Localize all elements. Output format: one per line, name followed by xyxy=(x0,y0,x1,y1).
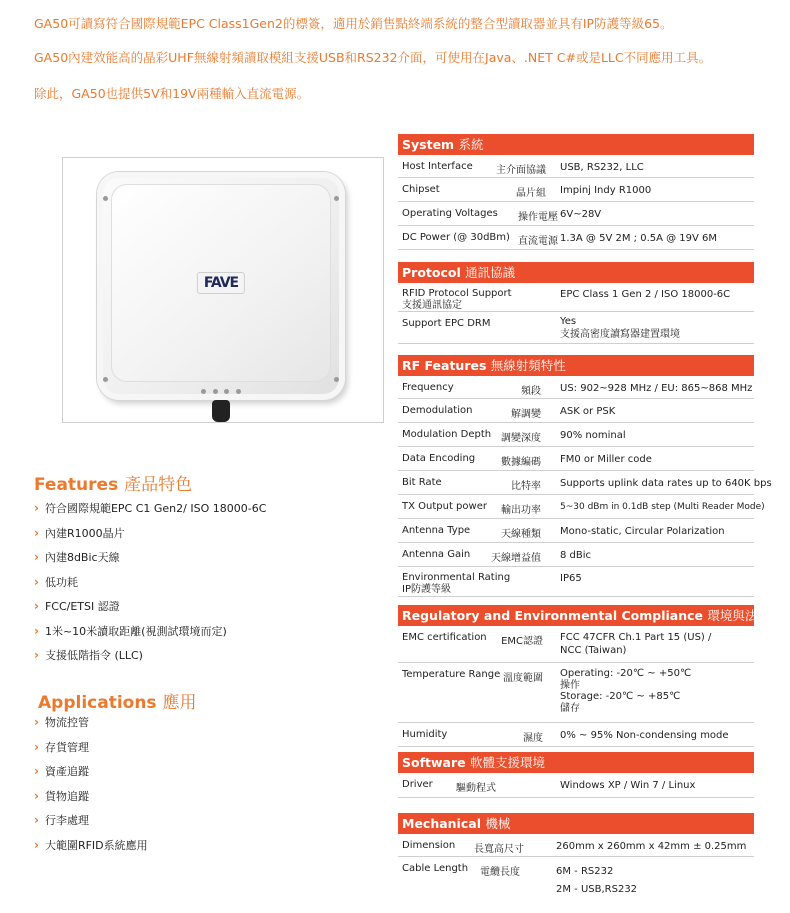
spec-row: Antenna Type 天線種類 Mono-static, Circular Polarization xyxy=(398,519,754,543)
spec-row: DC Power (@ 30dBm) 直流電源 1.3A @ 5V 2M ; 0.5A @ 19V 6M xyxy=(398,226,754,250)
section-header-protocol: Protocol 通訊協議 xyxy=(398,262,754,283)
chevron-right-icon: › xyxy=(34,739,39,754)
application-item: › 行李處理 xyxy=(34,813,89,827)
spec-row: Data Encoding 數據編碼 FM0 or Miller code xyxy=(398,447,754,471)
spec-row: Demodulation 解調變 ASK or PSK xyxy=(398,399,754,423)
section-header-mechanical: Mechanical 機械 xyxy=(398,813,754,834)
chevron-right-icon: › xyxy=(34,715,39,729)
feature-item: › 內建8dBic天線 xyxy=(34,550,120,564)
feature-item: › 支援低階指令 (LLC) xyxy=(34,648,143,662)
features-list xyxy=(34,500,266,672)
chevron-right-icon: › xyxy=(34,525,39,540)
intro-line-3: 除此，GA50也提供5V和19V兩種輸入直流電源。 xyxy=(34,86,310,101)
rfid-reader-image xyxy=(97,172,345,400)
intro-line-2: GA50內建效能高的晶彩UHF無線射頻讀取模組支援USB和RS232介面，可使用在Java、.NET C#或是LLC不同應用工具。 xyxy=(34,50,712,65)
cable-connector-icon xyxy=(212,400,230,422)
spec-section-protocol xyxy=(398,262,754,344)
chevron-right-icon: › xyxy=(34,788,39,803)
application-item: › 資產追蹤 xyxy=(34,764,89,778)
feature-item: › 內建R1000晶片 xyxy=(34,525,125,540)
spec-section-mechanical xyxy=(398,813,754,897)
section-header-software: Software 軟體支援環境 xyxy=(398,752,754,773)
spec-row: Host Interface 主介面協議 USB, RS232, LLC xyxy=(398,155,754,178)
spec-row: Temperature Range 溫度範圍 Operating: -20℃ ~ +50℃ 操作 Storage: -20℃ ~ +85℃ 儲存 xyxy=(398,663,754,723)
spec-row: Frequency 頻段 US: 902~928 MHz / EU: 865~868 MHz xyxy=(398,376,754,399)
application-item: › 存貨管理 xyxy=(34,739,89,754)
chevron-right-icon: › xyxy=(34,574,39,589)
spec-section-system xyxy=(398,134,754,250)
feature-item: › 低功耗 xyxy=(34,574,78,589)
spec-row: Support EPC DRM Yes 支援高密度讀寫器建置環境 xyxy=(398,312,754,344)
spec-row: Chipset 晶片組 Impinj Indy R1000 xyxy=(398,178,754,202)
feature-item: › 符合國際規範EPC C1 Gen2/ ISO 18000-6C xyxy=(34,501,267,515)
spec-row: Operating Voltages 操作電壓 6V~28V xyxy=(398,202,754,226)
chevron-right-icon: › xyxy=(34,764,39,778)
spec-row: Environmental Rating IP防護等級 IP65 xyxy=(398,567,754,597)
chevron-right-icon: › xyxy=(34,550,39,564)
spec-section-software xyxy=(398,752,754,798)
feature-item: › FCC/ETSI 認證 xyxy=(34,599,120,613)
spec-section-regulatory xyxy=(398,605,770,747)
intro-line-1: GA50可讀寫符合國際規範EPC Class1Gen2的標簽，適用於銷售點終端系統的整合型讀取器並具有IP防護等級65。 xyxy=(34,16,673,31)
applications-title: Applications 應用 xyxy=(38,693,197,713)
spec-row: Modulation Depth 調變深度 90% nominal xyxy=(398,423,754,447)
spec-row: Driver 驅動程式 Windows XP / Win 7 / Linux xyxy=(398,773,754,798)
chevron-right-icon: › xyxy=(34,501,39,515)
features-title: Features 產品特色 xyxy=(34,475,193,495)
chevron-right-icon: › xyxy=(34,837,39,852)
applications-list xyxy=(34,714,148,861)
spec-row: RFID Protocol Support 支援通訊協定 EPC Class 1 Gen 2 / ISO 18000-6C xyxy=(398,283,754,312)
chevron-right-icon: › xyxy=(34,623,39,638)
section-header-system: System 系統 xyxy=(398,134,754,155)
feature-item: › 1米~10米讀取距離(視測試環境而定) xyxy=(34,623,227,638)
chevron-right-icon: › xyxy=(34,648,39,662)
chevron-right-icon: › xyxy=(34,599,39,613)
spec-section-rf xyxy=(398,355,772,597)
application-item: › 貨物追蹤 xyxy=(34,788,89,803)
spec-row: Bit Rate 比特率 Supports uplink data rates up to 640K bps xyxy=(398,471,754,495)
section-header-regulatory: Regulatory and Environmental Compliance 環境與法規 xyxy=(398,605,754,626)
chevron-right-icon: › xyxy=(34,813,39,827)
product-photo xyxy=(62,157,384,423)
spec-row: Cable Length 電纜長度 6M - RS232 2M - USB,RS232 xyxy=(402,863,638,895)
application-item: › 大範圍RFID系統應用 xyxy=(34,837,148,852)
product-logo: FAVE xyxy=(197,272,245,294)
section-header-rf: RF Features 無線射頻特性 xyxy=(398,355,754,376)
spec-row: TX Output power 輸出功率 5~30 dBm in 0.1dB step (Multi Reader Mode) xyxy=(398,495,754,519)
spec-row: Dimension 長寬高尺寸 260mm x 260mm x 42mm ± 0.25mm xyxy=(398,834,754,857)
spec-row: Humidity 濕度 0% ~ 95% Non-condensing mode xyxy=(398,723,754,747)
spec-row: EMC certification EMC認證 FCC 47CFR Ch.1 Part 15 (US) / NCC (Taiwan) xyxy=(398,626,754,663)
application-item: › 物流控管 xyxy=(34,715,89,729)
spec-row: Antenna Gain 天線增益值 8 dBic xyxy=(398,543,754,567)
